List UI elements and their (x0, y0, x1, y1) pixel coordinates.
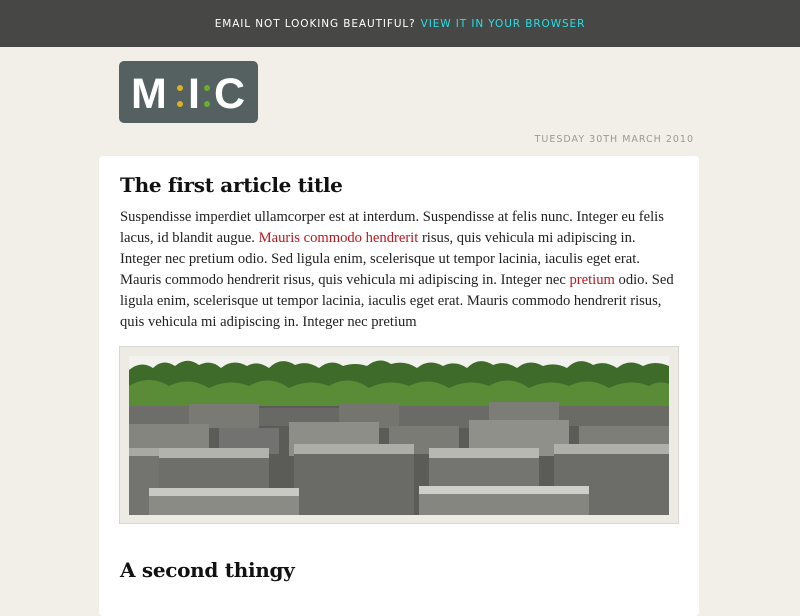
logo-letter-m: M (131, 70, 167, 118)
body-text: odio. Sed ligula enim, scelerisque ut tempor lacinia, iaculis eget erat. Mauris commodo hendrerit risus, quis vehicula mi adipiscing in. Integer nec pretium (120, 272, 674, 330)
logo-letter-i: I (188, 70, 200, 118)
inline-link[interactable]: Mauris commodo hendrerit (258, 230, 419, 246)
logo-dot (204, 85, 210, 91)
body-text: risus, quis vehicula mi adipiscing in. Integer nec pretium odio. Sed ligula enim, scelerisque ut tempor lacinia, iaculis eget erat. Mauris commodo hendrerit risus, quis vehicula mi adipiscing in. Integer nec (120, 230, 640, 288)
top-banner (0, 0, 800, 47)
article-image-frame (119, 346, 679, 524)
article-2 (120, 558, 680, 582)
logo-dot (177, 85, 183, 91)
article-title: A second thingy (120, 558, 295, 582)
article-1 (120, 173, 680, 333)
content-card (99, 156, 699, 616)
body-text: Suspendisse imperdiet ullamcorper est at interdum. Suspendisse at felis nunc. Integer eu felis lacus, id blandit augue. (120, 209, 664, 246)
inline-link[interactable]: pretium (569, 272, 615, 288)
logo-dot (204, 101, 210, 107)
memorial-photo (129, 356, 669, 515)
article-title: The first article title (120, 173, 343, 197)
logo-dot (177, 101, 183, 107)
view-in-browser-link[interactable]: VIEW IT IN YOUR BROWSER (420, 17, 586, 30)
article-body (120, 207, 680, 333)
banner-text: EMAIL NOT LOOKING BEAUTIFUL? (214, 17, 416, 30)
issue-date: TUESDAY 30TH MARCH 2010 (534, 134, 694, 145)
mic-logo (119, 61, 258, 123)
logo-letter-c: C (214, 70, 246, 118)
